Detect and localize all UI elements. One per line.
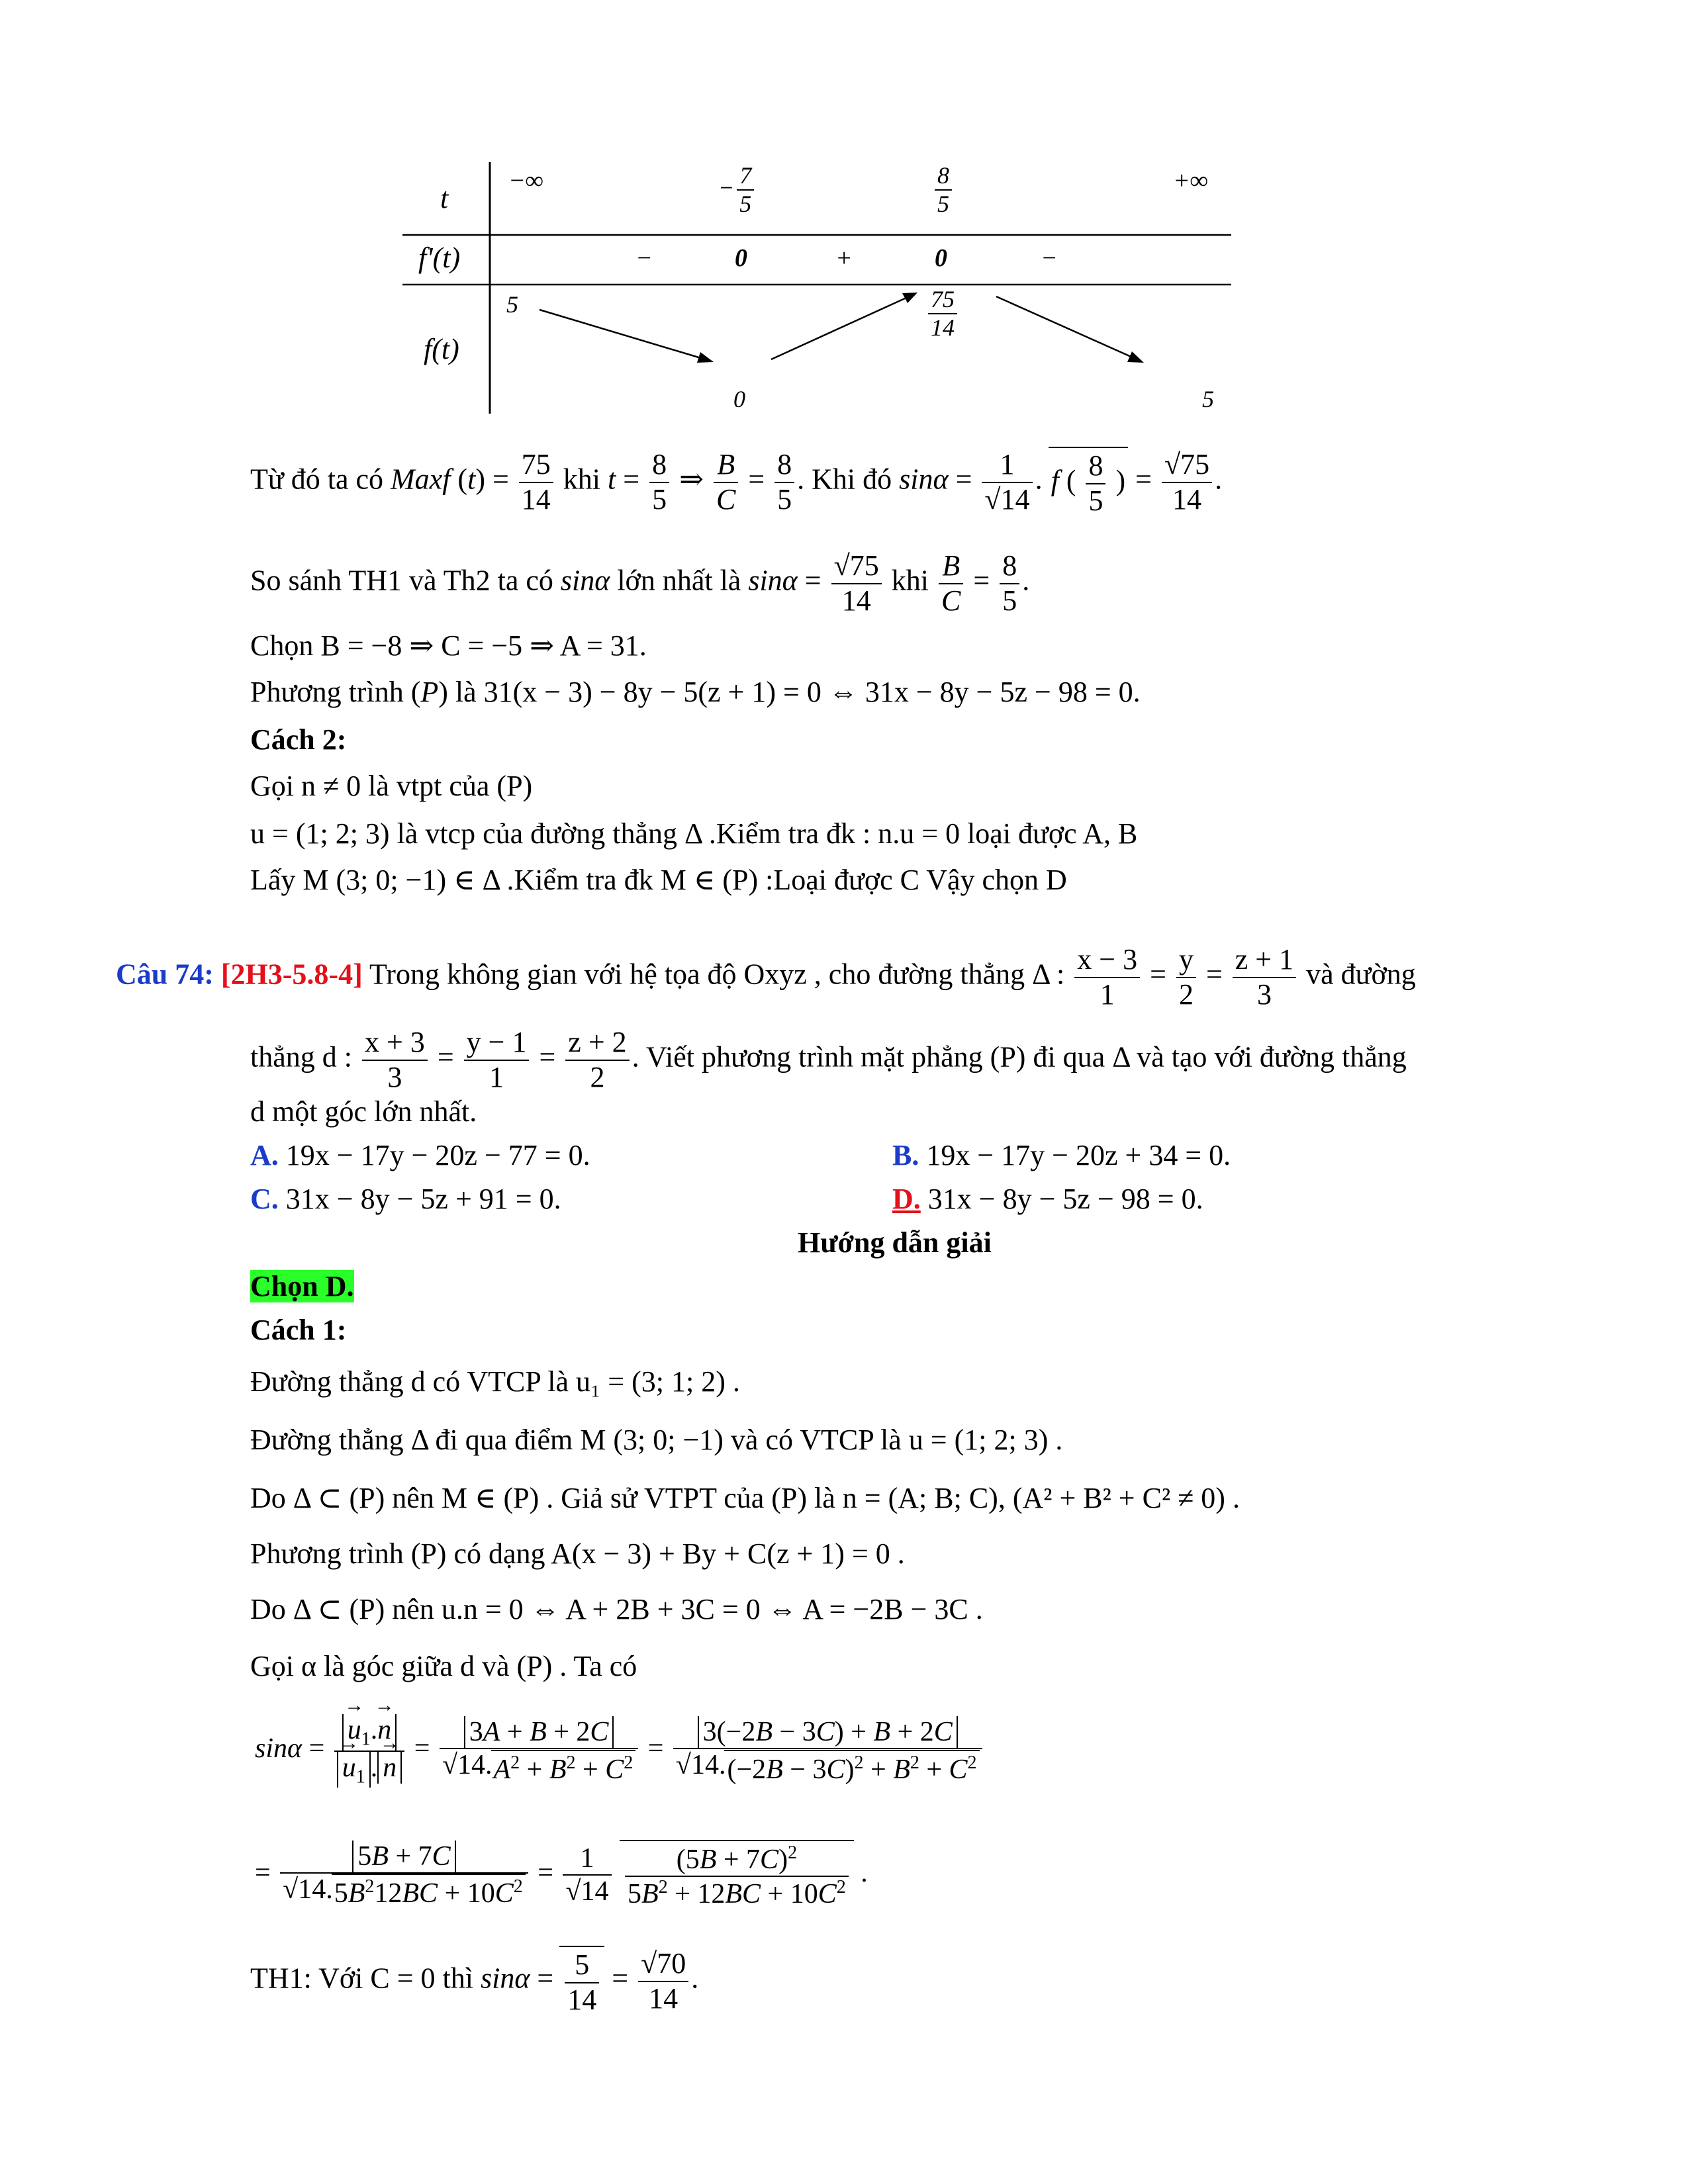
method2-title: Cách 2:: [250, 723, 347, 756]
zero-2: 0: [935, 244, 947, 272]
th1-line: TH1: Với C = 0 thì sinα = $\frac{5}{14}$ = $\frac{√70}{14}$ .: [250, 1947, 699, 2016]
method2-line-3: Lấy M (3; 0; −1) ∈ Δ .Kiểm tra đk M ∈ (P) :Loại được C Vậy chọn D: [250, 864, 1067, 896]
answer-highlight: Chọn D.: [250, 1270, 354, 1302]
arrow-head-3: [1127, 351, 1144, 363]
sin-formula-1: sinα = → $u_1.\to n$ → $u_1$ .→ n = $\frac{3A + B + 2C}{√14.A^2 + B^2 + C^2}$ = $\frac{3(-2B - 3C) + B + 2C}{√14.(-2B - 3C)^2 + B^2 + C^2}$: [255, 1714, 985, 1788]
question-line-1: Câu 74: [2H3-5.8-4] Trong không gian với hệ tọa độ Oxyz , cho đường thẳng Δ : $\frac{x - 3}{1}$ = $\frac{y}{2}$ = $\frac{z + 1}{3}$ và đường: [116, 943, 1416, 1011]
arrow-down-1: [539, 310, 710, 361]
arrow-down-2: [996, 296, 1140, 361]
sign-3: −: [1041, 244, 1058, 272]
sin-formula-2: = $\frac{5B + 7C}{√14.5B^212BC + 10C^2}$ = $\frac{1}{√14}$ $\frac{(5B + 7C)^2}{5B^2 + 12BC + 10C^2}$ .: [255, 1841, 868, 1910]
option-b[interactable]: B. 19x − 17y − 20z + 34 = 0.: [892, 1139, 1231, 1171]
zero-1: 0: [735, 244, 747, 272]
arrow-head-1: [697, 352, 714, 363]
option-d[interactable]: D. 31x − 8y − 5z − 98 = 0.: [892, 1183, 1203, 1215]
solution-heading: Hướng dẫn giải: [798, 1226, 992, 1259]
question-line-3: d một góc lớn nhất.: [250, 1095, 477, 1128]
method2-line-1: Gọi n ≠ 0 là vtpt của (P): [250, 770, 533, 802]
t-pos-inf: +∞: [1173, 167, 1208, 195]
solution-line-2: Đường thẳng Δ đi qua điểm M (3; 0; −1) và có VTCP là u = (1; 2; 3) .: [250, 1424, 1063, 1456]
t-neg-inf: −∞: [508, 167, 543, 195]
t-minus-7-5: − $\frac{7}{5}$: [718, 162, 757, 218]
compare-line: So sánh TH1 và Th2 ta có sinα lớn nhất là sinα = $\frac{√75}{14}$ khi $\frac{B}{C}$ = $\frac{8}{5}$ .: [250, 549, 1030, 617]
arrow-up: [771, 295, 914, 359]
method2-line-2: u = (1; 2; 3) là vtcp của đường thẳng Δ .Kiểm tra đk : n.u = 0 loại được A, B: [250, 817, 1138, 850]
row-label-f: f(t): [424, 333, 459, 365]
row-label-t: t: [440, 182, 449, 214]
f-start: 5: [506, 291, 518, 318]
solution-line-5: Do Δ ⊂ (P) nên u.n = 0 ⇔ A + 2B + 3C = 0 ⇔ A = −2B − 3C .: [250, 1593, 983, 1625]
solution-line-3: Do Δ ⊂ (P) nên M ∈ (P) . Giả sử VTPT của (P) là n = (A; B; C), (A² + B² + C² ≠ 0) .: [250, 1482, 1240, 1514]
option-c[interactable]: C. 31x − 8y − 5z + 91 = 0.: [250, 1183, 561, 1215]
option-a[interactable]: A. 19x − 17y − 20z − 77 = 0.: [250, 1139, 590, 1171]
f-end: 5: [1202, 386, 1214, 412]
variation-table-grid: [0, 0, 1688, 463]
solution-line-4: Phương trình (P) có dạng A(x − 3) + By + C(z + 1) = 0 .: [250, 1537, 905, 1570]
f-max: $\frac{75}{14}$: [925, 286, 960, 342]
f-min: 0: [733, 386, 745, 412]
question-line-2: thẳng d : $\frac{x + 3}{3}$ = $\frac{y - 1}{1}$ = $\frac{z + 2}{2}$ . Viết phương trình mặt phẳng (P) đi qua Δ và tạo với đường thẳng: [250, 1026, 1407, 1093]
solution-line-1: Đường thẳng d có VTCP là u₁ = (3; 1; 2) .: [250, 1365, 740, 1398]
solution-line-6: Gọi α là góc giữa d và (P) . Ta có: [250, 1650, 637, 1682]
max-line: Từ đó ta có Maxf (t) = $\frac{75}{14}$ khi t = $\frac{8}{5}$ ⇒ $\frac{B}{C}$ = $\frac{8}{5}$ . Khi đó sinα = $\frac{1}{√14}$ . f ( $\frac{8}{5}$ ) = $\frac{√75}{14}$ .: [250, 448, 1223, 517]
sign-1: −: [635, 244, 653, 272]
row-label-derivative: f'(t): [418, 242, 461, 274]
sign-2: +: [835, 244, 853, 272]
t-8-5: $\frac{8}{5}$: [932, 162, 955, 218]
method1-title: Cách 1:: [250, 1314, 347, 1346]
choose-line: Chọn B = −8 ⇒ C = −5 ⇒ A = 31.: [250, 629, 647, 662]
plane-equation-line: Phương trình (P) là 31(x − 3) − 8y − 5(z + 1) = 0 ⇔ 31x − 8y − 5z − 98 = 0.: [250, 676, 1141, 708]
